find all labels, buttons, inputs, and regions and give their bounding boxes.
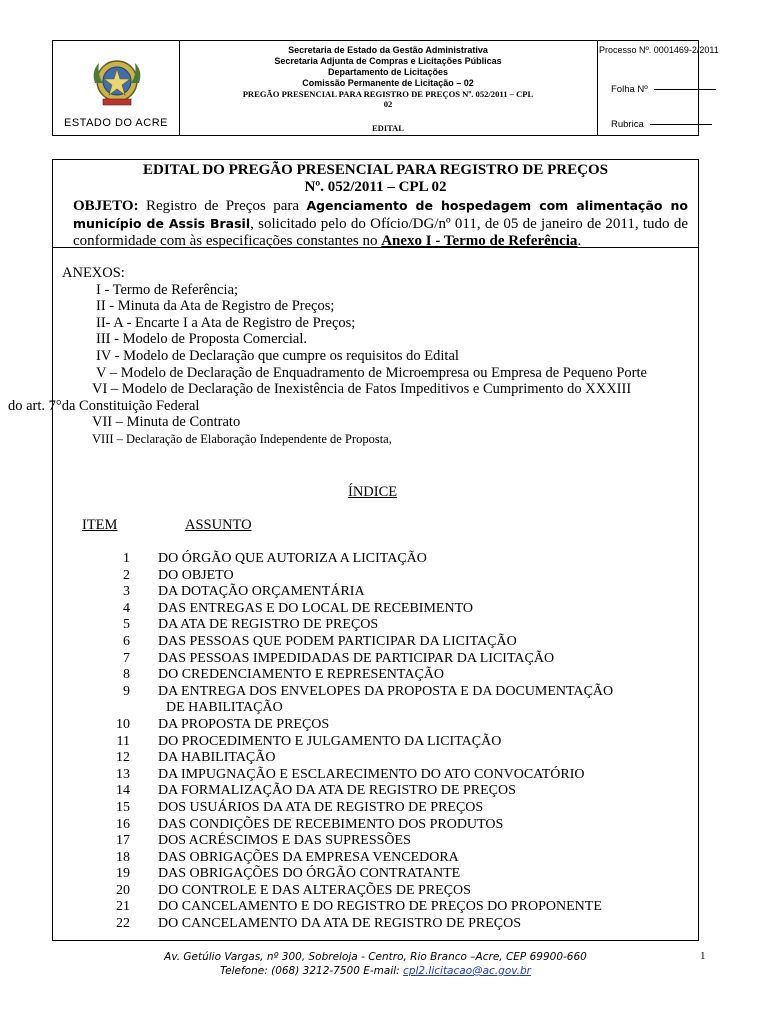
indice-row-subject bbox=[158, 899, 692, 916]
folha-blank bbox=[654, 89, 716, 90]
header-line-adjunta: Secretaria Adjunta de Compras e Licitações Públicas bbox=[274, 56, 502, 66]
indice-row-subject-text: DO ÓRGÃO QUE AUTORIZA A LICITAÇÃO bbox=[158, 551, 427, 566]
indice-row-number: 13 bbox=[116, 766, 130, 782]
indice-row-subject-text: DO PROCEDIMENTO E JULGAMENTO DA LICITAÇÃO bbox=[158, 733, 502, 749]
anexo-item: V – Modelo de Declaração de Enquadramento de Microempresa ou Empresa de Pequeno Porte bbox=[96, 364, 647, 381]
footer-contact bbox=[52, 964, 699, 978]
indice-row-subject-text: DO CANCELAMENTO DA ATA DE REGISTRO DE PREÇOS bbox=[158, 916, 522, 932]
header-seal-cell bbox=[53, 41, 180, 135]
indice-row-subject bbox=[158, 634, 692, 651]
indice-row-subject bbox=[158, 617, 692, 634]
header-line-departamento: Departamento de Licitações bbox=[327, 67, 449, 77]
state-label: ESTADO DO ACRE bbox=[64, 117, 168, 129]
rubrica-field bbox=[611, 119, 712, 130]
header-edital: EDITAL bbox=[372, 123, 404, 133]
indice-row-subject bbox=[158, 568, 692, 585]
rubrica-blank bbox=[650, 124, 712, 125]
anexo-item: VI – Modelo de Declaração de Inexistência de Fatos Impeditivos e Cumprimento do XXXIII bbox=[92, 381, 632, 398]
indice-row-subject bbox=[158, 750, 692, 767]
objeto-text-a: Registro de Preços para bbox=[138, 198, 307, 214]
document-number: Nº. 052/2011 – CPL 02 bbox=[304, 179, 447, 195]
indice-row-subject bbox=[158, 584, 692, 601]
indice-row-subject-text: DA HABILITAÇÃO bbox=[158, 750, 276, 766]
indice-row bbox=[82, 551, 692, 568]
indice-row-subject bbox=[158, 767, 692, 784]
indice-row bbox=[82, 783, 692, 800]
indice-row-number: 14 bbox=[116, 783, 130, 799]
objeto-highlight: Agenciamento de hospedagem com alimentação no município de Assis Brasil bbox=[73, 198, 688, 231]
rubrica-label: Rubrica bbox=[611, 119, 644, 130]
indice-row bbox=[82, 568, 692, 585]
indice-row bbox=[82, 617, 692, 634]
indice-row bbox=[82, 866, 692, 883]
indice-row-subject bbox=[158, 734, 692, 751]
anexo-item: II - Minuta da Ata de Registro de Preços; bbox=[96, 298, 335, 315]
objeto-paragraph bbox=[73, 197, 688, 250]
indice-row-subject bbox=[158, 667, 692, 684]
indice-row-number: 8 bbox=[123, 667, 130, 683]
indice-row-subject bbox=[158, 817, 692, 834]
indice-row bbox=[82, 800, 692, 817]
folha-label: Folha Nº bbox=[611, 84, 648, 95]
indice-row bbox=[82, 916, 692, 933]
indice-row bbox=[82, 899, 692, 916]
indice-row-subject-text: DA DOTAÇÃO ORÇAMENTÁRIA bbox=[158, 584, 365, 600]
indice-row-subject-text: DAS OBRIGAÇÕES DA EMPRESA VENCEDORA bbox=[158, 849, 459, 865]
indice-row bbox=[82, 584, 692, 601]
indice-row-subject-text: DOS USUÁRIOS DA ATA DE REGISTRO DE PREÇOS bbox=[158, 799, 484, 815]
indice-row-subject-text: DAS OBRIGAÇÕES DO ÓRGÃO CONTRATANTE bbox=[158, 866, 461, 882]
footer-phone: Telefone: (068) 3212-7500 E-mail: bbox=[220, 965, 404, 977]
footer-email-link[interactable]: cpl2.licitacao@ac.gov.br bbox=[403, 965, 531, 977]
header-agency-cell bbox=[179, 41, 598, 135]
indice-row-subject bbox=[158, 800, 692, 817]
indice-row bbox=[82, 817, 692, 834]
process-number: Processo Nº. 0001469-2/2011 bbox=[599, 45, 719, 55]
anexo-item: IV - Modelo de Declaração que cumpre os requisitos do Edital bbox=[96, 347, 459, 364]
footer-address: Av. Getúlio Vargas, nº 300, Sobreloja - Centro, Rio Branco –Acre, CEP 69900-660 bbox=[164, 951, 587, 963]
indice-row-subject-text: DAS CONDIÇÕES DE RECEBIMENTO DOS PRODUTOS bbox=[158, 816, 504, 832]
acre-coat-of-arms-icon bbox=[89, 53, 145, 109]
indice-row-subject-text: DOS ACRÉSCIMOS E DAS SUPRESSÕES bbox=[158, 833, 411, 849]
indice-row-subject-text: DA ATA DE REGISTRO DE PREÇOS bbox=[158, 617, 379, 633]
folha-field bbox=[611, 84, 716, 95]
anexos-heading: ANEXOS: bbox=[62, 265, 125, 281]
indice-row-subject bbox=[158, 684, 692, 717]
indice-row bbox=[82, 717, 692, 734]
indice-col-item: ITEM bbox=[82, 517, 118, 533]
indice-row bbox=[82, 767, 692, 784]
header-line-pregao: PREGÃO PRESENCIAL PARA REGISTRO DE PREÇOS Nº. 052/2011 – CPL bbox=[242, 89, 534, 99]
indice-row-subject-text: DAS ENTREGAS E DO LOCAL DE RECEBIMENTO bbox=[158, 600, 473, 616]
anexos-list bbox=[8, 265, 698, 448]
header-process-cell bbox=[597, 41, 719, 135]
indice-row-subject-cont: DE HABILITAÇÃO bbox=[166, 700, 283, 716]
indice-row-number: 18 bbox=[116, 849, 130, 865]
document-title: EDITAL DO PREGÃO PRESENCIAL PARA REGISTRO DE PREÇOS bbox=[143, 162, 608, 178]
indice-row-subject-text: DAS PESSOAS IMPEDIDADAS DE PARTICIPAR DA LICITAÇÃO bbox=[158, 650, 555, 666]
indice-table bbox=[82, 551, 692, 933]
indice-row-subject-text: DO CANCELAMENTO E DO REGISTRO DE PREÇOS DO PROPONENTE bbox=[158, 899, 602, 915]
indice-row-subject-text: DA IMPUGNAÇÃO E ESCLARECIMENTO DO ATO CONVOCATÓRIO bbox=[158, 766, 585, 782]
indice-row-subject bbox=[158, 783, 692, 800]
anexo-item: III - Modelo de Proposta Comercial. bbox=[96, 331, 308, 348]
indice-row-subject bbox=[158, 833, 692, 850]
indice-row bbox=[82, 833, 692, 850]
page-footer bbox=[52, 950, 699, 978]
indice-row-number: 7 bbox=[123, 650, 130, 666]
anexo-item: II- A - Encarte I a Ata de Registro de Preços; bbox=[96, 314, 356, 331]
indice-row-number: 21 bbox=[116, 899, 130, 915]
indice-row-number: 3 bbox=[123, 584, 130, 600]
objeto-end: . bbox=[577, 233, 582, 249]
indice-row-subject-text: DO CONTROLE E DAS ALTERAÇÕES DE PREÇOS bbox=[158, 882, 471, 898]
indice-row-subject-text: DA ENTREGA DOS ENVELOPES DA PROPOSTA E DA DOCUMENTAÇÃO bbox=[158, 683, 614, 699]
indice-row-subject-text: DAS PESSOAS QUE PODEM PARTICIPAR DA LICITAÇÃO bbox=[158, 633, 517, 649]
indice-row-number: 10 bbox=[116, 716, 130, 732]
objeto-anexo-ref: Anexo I - Termo de Referência bbox=[381, 233, 578, 249]
indice-row-number: 17 bbox=[116, 833, 130, 849]
indice-row-number: 5 bbox=[123, 617, 130, 633]
indice-row-subject bbox=[158, 717, 692, 734]
indice-title: ÍNDICE bbox=[348, 484, 398, 500]
indice-row-subject bbox=[158, 883, 692, 900]
objeto-text-b: , solicitado pelo do Ofício/DG/nº 011, de 05 de janeiro de 2011, tudo de conformidade com às especificações constantes no bbox=[73, 216, 688, 249]
indice-row bbox=[82, 651, 692, 668]
indice-row-number: 19 bbox=[116, 866, 130, 882]
document-header bbox=[52, 40, 719, 136]
indice-row-number: 6 bbox=[123, 633, 130, 649]
indice-row-subject-text: DA PROPOSTA DE PREÇOS bbox=[158, 716, 330, 732]
indice-row-subject bbox=[158, 551, 692, 568]
title-box bbox=[52, 159, 699, 248]
indice-row bbox=[82, 850, 692, 867]
objeto-label: OBJETO: bbox=[73, 198, 139, 214]
indice-row-subject bbox=[158, 850, 692, 867]
header-line-comissao: Comissão Permanente de Licitação – 02 bbox=[302, 78, 474, 88]
indice-row-number: 16 bbox=[116, 816, 130, 832]
indice-row bbox=[82, 750, 692, 767]
anexo-item: VII – Minuta de Contrato bbox=[92, 414, 241, 431]
indice-row-subject bbox=[158, 651, 692, 668]
anexo-item-cont: do art. 7°da Constituição Federal bbox=[8, 397, 200, 414]
indice-row-number: 1 bbox=[123, 551, 130, 566]
indice-row-number: 11 bbox=[116, 733, 130, 749]
indice-row-number: 4 bbox=[123, 600, 130, 616]
indice-row-subject-text: DA FORMALIZAÇÃO DA ATA DE REGISTRO DE PREÇOS bbox=[158, 783, 516, 799]
indice-row bbox=[82, 684, 692, 717]
indice-row-subject-text: DO CREDENCIAMENTO E REPRESENTAÇÃO bbox=[158, 667, 445, 683]
anexo-item: I - Termo de Referência; bbox=[96, 281, 239, 298]
indice-row bbox=[82, 734, 692, 751]
indice-col-assunto: ASSUNTO bbox=[185, 517, 252, 533]
indice-row-subject bbox=[158, 866, 692, 883]
indice-row-subject bbox=[158, 601, 692, 618]
indice-row-number: 12 bbox=[116, 750, 130, 766]
anexo-item: VIII – Declaração de Elaboração Independente de Proposta, bbox=[92, 431, 392, 446]
header-line-secretaria: Secretaria de Estado da Gestão Administrativa bbox=[288, 45, 488, 55]
indice-row bbox=[82, 667, 692, 684]
indice-row-subject-text: DO OBJETO bbox=[158, 567, 234, 583]
indice-row-number: 22 bbox=[116, 916, 130, 932]
indice-row bbox=[82, 883, 692, 900]
indice-row-number: 2 bbox=[123, 567, 130, 583]
indice-row-number: 15 bbox=[116, 799, 130, 815]
indice-row-number: 20 bbox=[116, 882, 130, 898]
indice-row-number: 9 bbox=[123, 683, 130, 699]
indice-row bbox=[82, 634, 692, 651]
header-line-pregao-cont: 02 bbox=[383, 99, 393, 109]
indice-row-subject bbox=[158, 916, 692, 933]
indice-row bbox=[82, 601, 692, 618]
page-number: 1 bbox=[700, 950, 706, 962]
